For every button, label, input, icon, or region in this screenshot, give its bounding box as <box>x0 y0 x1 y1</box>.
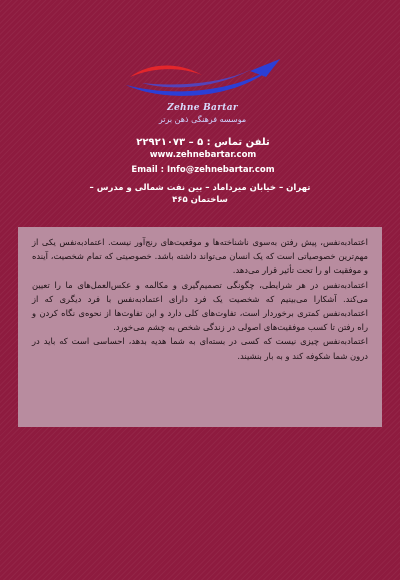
paragraph-3: اعتمادبه‌نفس چیزی نیست که کسی در بسته‌ای به شما هدیه بدهد، احساسی است که باید در درون شما شکوفه کند و به بار بنشیند. <box>32 336 368 361</box>
description-panel <box>18 227 382 427</box>
website-link[interactable]: www.zehnebartar.com <box>149 150 257 160</box>
paragraph-2: اعتمادبه‌نفس در هر شرایطی، چگونگی تصمیم‌گیری و مکالمه و عکس‌العمل‌های ما را تعیین می‌کند. آشکارا می‌بینیم که شخصیت یک فرد دارای اعتمادبه‌نفس با فرد دیگری که از اعتمادبه‌نفس کمتری برخوردار است، تفاوت‌های کلی دارد و این تفاوت‌ها از نحوه‌ی نگاه کردن و راه رفتن تا کسب موفقیت‌های اصولی در زندگی شخص به چشم می‌خورد. <box>32 279 368 333</box>
zehne-bartar-logo-icon <box>120 55 285 105</box>
brand-name: Zehne Bartar <box>167 103 238 113</box>
postal-address: تهران – خیابان میرداماد – بین نفت شمالی و مدرس – ساختمان ۴۶۵ <box>89 183 311 205</box>
phone-number: تلفن تماس : ۵ – ۲۲۹۲۱۰۷۳ <box>136 137 270 148</box>
contact-info <box>128 136 278 177</box>
brand-subtitle: موسسه فرهنگی ذهن برتر <box>158 115 247 124</box>
paragraph-1: اعتمادبه‌نفس، پیش رفتن به‌سوی ناشناخته‌ها و موقعیت‌های رنج‌آور نیست. اعتمادبه‌نفس یکی از مهم‌ترین خصوصیاتی است که یک انسان می‌تواند داشته باشد. خصوصیتی که تمام شخصیت، آینده و موفقیت او را تحت تأثیر قرار می‌دهد. <box>32 237 368 276</box>
email-address[interactable]: Email : Info@zehnebartar.com <box>131 165 275 175</box>
brand-logo <box>120 55 285 130</box>
